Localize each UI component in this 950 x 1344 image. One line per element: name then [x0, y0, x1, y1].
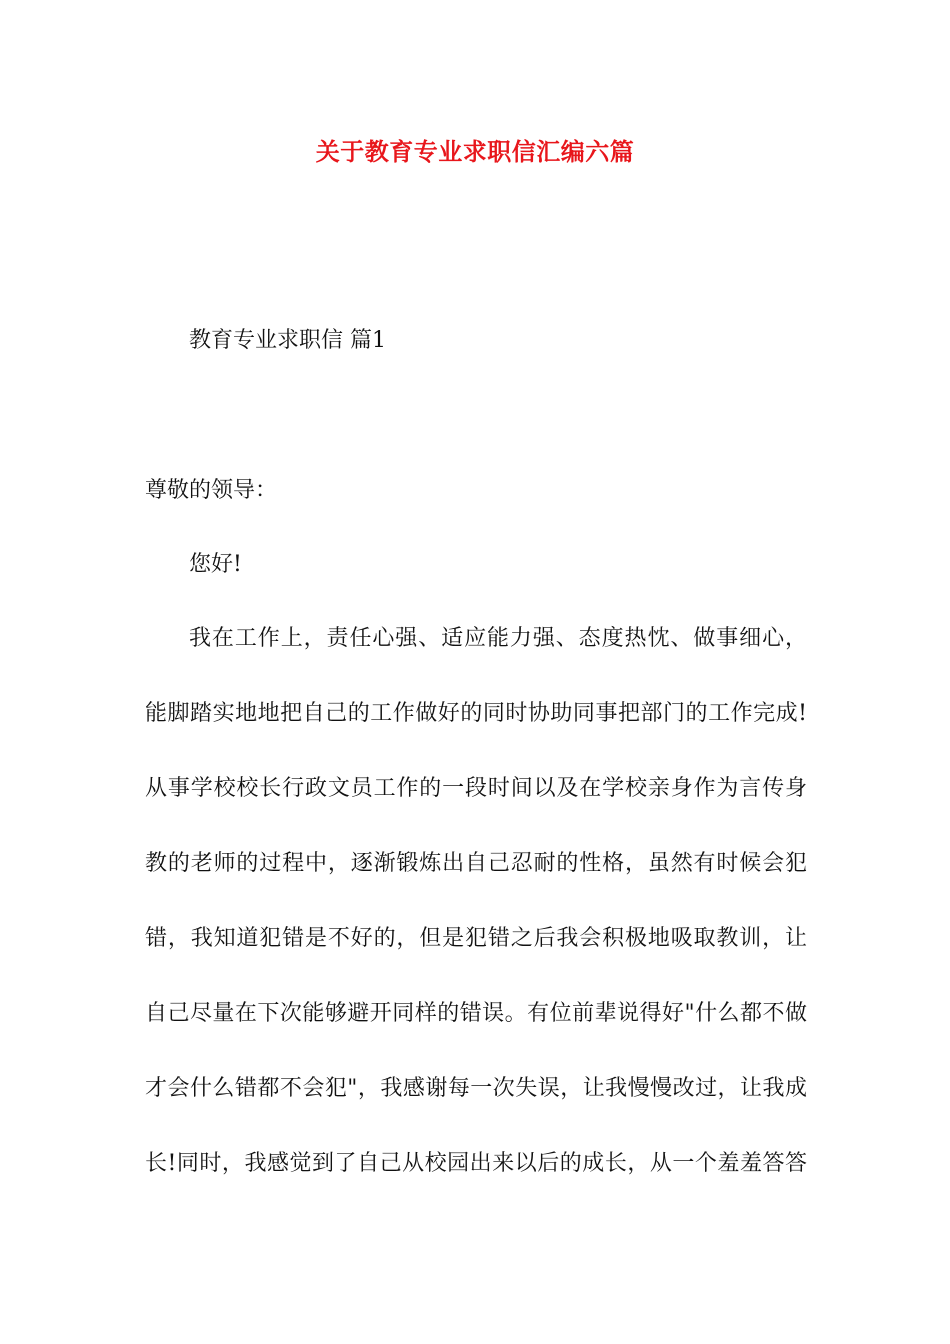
document-title: 关于教育专业求职信汇编六篇: [315, 138, 635, 166]
body-line: 长!同时，我感觉到了自己从校园出来以后的成长，从一个羞羞答答: [145, 1151, 807, 1176]
body-line: 能脚踏实地地把自己的工作做好的同时协助同事把部门的工作完成!: [145, 701, 807, 726]
body-line: 从事学校校长行政文员工作的一段时间以及在学校亲身作为言传身: [145, 776, 807, 801]
body-line: 错，我知道犯错是不好的，但是犯错之后我会积极地吸取教训，让: [145, 926, 807, 951]
body-line: 自己尽量在下次能够避开同样的错误。有位前辈说得好"什么都不做: [145, 1001, 807, 1026]
body-line: 教的老师的过程中，逐渐锻炼出自己忍耐的性格，虽然有时候会犯: [145, 851, 807, 876]
section-heading: 教育专业求职信 篇1: [189, 328, 386, 353]
body-line: 才会什么错都不会犯"，我感谢每一次失误，让我慢慢改过，让我成: [145, 1076, 807, 1101]
greeting: 您好!: [189, 552, 242, 577]
salutation: 尊敬的领导：: [145, 478, 278, 503]
body-line: 我在工作上，责任心强、适应能力强、态度热忱、做事细心，: [189, 626, 807, 651]
